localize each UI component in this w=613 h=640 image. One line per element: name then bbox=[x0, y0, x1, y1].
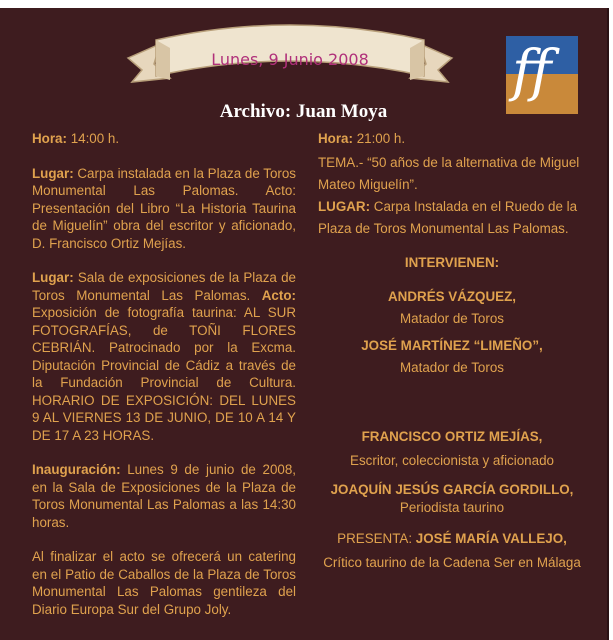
hora-line-right: Hora: 21:00 h. bbox=[318, 131, 406, 146]
tema: TEMA.- “50 años de la alternativa de Miguel Mateo Miguelín”. bbox=[318, 154, 580, 192]
speaker-2-name: JOSÉ MARTÍNEZ “LIMEÑO”, bbox=[361, 338, 543, 353]
lugar-presentacion: Lugar: Carpa instalada en la Plaza de Toros Monumental Las Palomas. Acto: Presentación del Libro “La Historia Taurina de Miguelín” obra del escritor y aficionado, D. Francisco Ortiz Mejías. bbox=[32, 165, 296, 251]
logo-ff-icon: ff bbox=[512, 39, 552, 104]
speaker-3-name: FRANCISCO ORTIZ MEJÍAS, bbox=[361, 429, 543, 444]
speaker-1-name: ANDRÉS VÁZQUEZ, bbox=[388, 289, 516, 304]
intervienen-heading: INTERVIENEN: bbox=[404, 254, 500, 270]
event-date: Lunes, 9 Junio 2008 bbox=[211, 50, 369, 69]
program-card bbox=[0, 8, 609, 640]
lugar-exposicion: Lugar: Sala de exposiciones de la Plaza de Toros Monumental Las Palomas. Acto: Exposición de fotografía taurina: AL SUR FOTOGRAFÍAS, de TOÑI FLORES CEBRIÁN. Patrocinado por la Excma. Diputación Provincial de Cádiz a través de la Fundación Provincial de Cultura. HORARIO DE EXPOSICIÓN: DEL LUNES 9 AL VIERNES 13 DE JUNIO, DE 10 A 14 Y DE 17 A 23 HORAS. bbox=[32, 270, 296, 443]
hora-line: Hora: 14:00 h. bbox=[32, 131, 120, 146]
speaker-3-role: Escritor, coleccionista y aficionado bbox=[350, 452, 554, 468]
presenta-line: PRESENTA: JOSÉ MARÍA VALLEJO, bbox=[337, 531, 567, 546]
lugar-ruedo: LUGAR: Carpa Instalada en el Ruedo de la Plaza de Toros Monumental Las Palomas. bbox=[318, 198, 578, 236]
left-column bbox=[32, 130, 296, 618]
catering-note: Al finalizar el acto se ofrecerá un catering en el Patio de Caballos de la Plaza de Toros Monumental Las Palomas gentileza del Diario Europa Sur del Grupo Joly. bbox=[32, 549, 296, 617]
speaker-4-role: Periodista taurino bbox=[399, 499, 505, 515]
speaker-4-name: JOAQUÍN JESÚS GARCÍA GORDILLO, bbox=[330, 482, 574, 497]
inauguracion: Inauguración: Lunes 9 de junio de 2008, en la Sala de Exposiciones de la Plaza de Toros Monumental Las Palomas a las 14:30 horas. bbox=[32, 462, 296, 530]
speaker-1-role: Matador de Toros bbox=[400, 310, 504, 326]
speaker-2-role: Matador de Toros bbox=[400, 359, 504, 375]
right-column bbox=[318, 130, 586, 571]
archive-credit: Archivo: Juan Moya bbox=[219, 101, 388, 122]
presenta-role: Crítico taurino de la Cadena Ser en Málaga bbox=[323, 554, 581, 570]
